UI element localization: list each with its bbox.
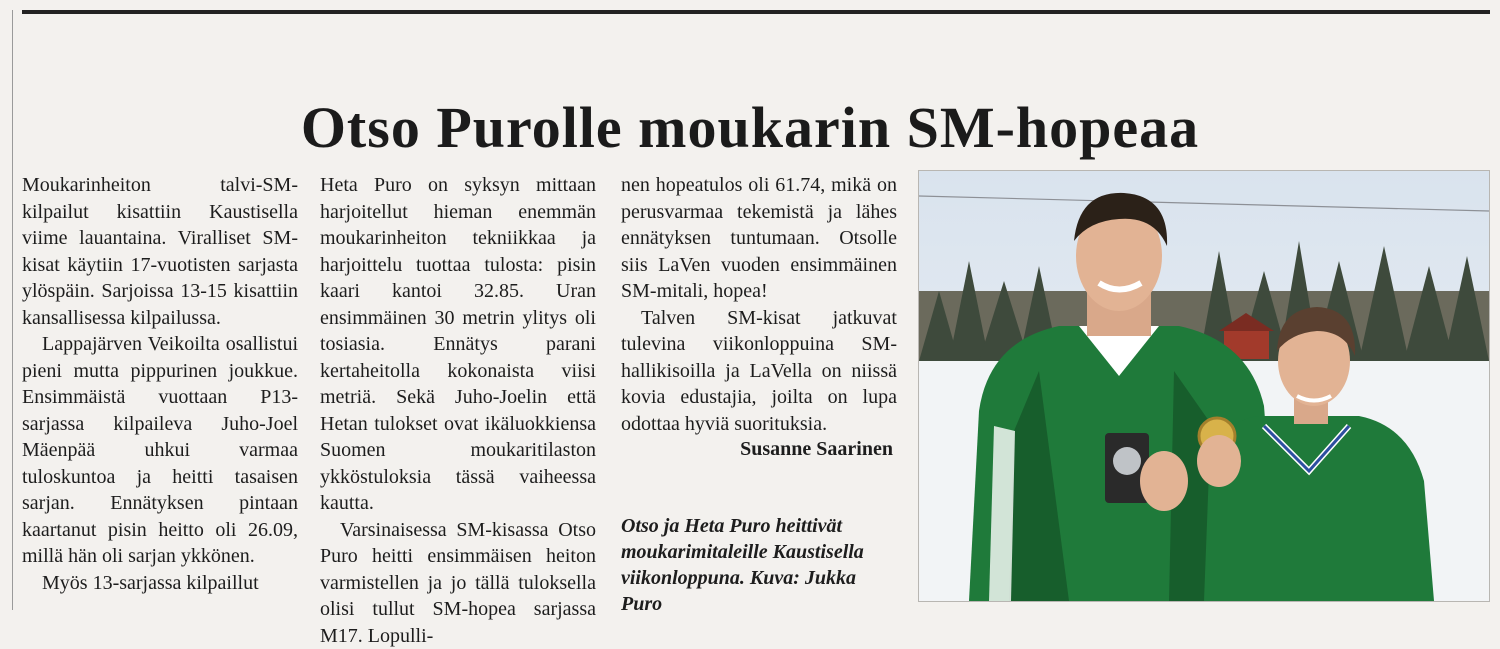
paragraph: Lappajärven Veikoilta osallistui pieni mutta pippurinen joukkue. Ensimmäistä vuottaan P13-sarjassa kilpaileva Juho-Joel Mäenpää uhkui varmaa tuloskuntoa ja heitti tasaisen sarjan. Ennätyksen pintaan kaartanut pisin heitto oli 26.09, millä hän oli sarjan ykkönen. <box>22 331 298 570</box>
photo-caption: Otso ja Heta Puro heittivät moukarimitaleille Kaustisella viikonloppuna. Kuva: Jukka Puro <box>621 513 897 617</box>
article-column-2 <box>320 172 596 649</box>
top-rule <box>22 10 1490 14</box>
paragraph: Talven SM-kisat jatkuvat tulevina viikonloppuina SM-hallikisoilla ja LaVella on niissä kovia edustajia, joilta on lupa odottaa hyviä suorituksia. <box>621 305 897 438</box>
paragraph: Heta Puro on syksyn mittaan harjoitellut hieman enemmän moukarinheiton tekniikkaa ja harjoittelu tuottaa tulosta: pisin kaari kantoi 32.85. Uran ensimmäinen 30 metrin ylitys oli tosiasia. Ennätys parani kertaheitolla kokonaista viisi metriä. Sekä Juho-Joelin että Hetan tulokset ovat ikäluokkiensa Suomen moukaritilaston ykköstuloksia tässä vaiheessa kautta. <box>320 172 596 517</box>
paragraph: Varsinaisessa SM-kisassa Otso Puro heitti ensimmäisen heiton varmistellen ja jo tällä tuloksella olisi tullut SM-hopea sarjassa M17. Lopulli- <box>320 517 596 649</box>
article-photo <box>918 170 1490 602</box>
paragraph: Moukarinheiton talvi-SM-kilpailut kisattiin Kaustisella viime lauantaina. Viralliset SM-kisat käytiin 17-vuotisten sarjasta ylöspäin. Sarjoissa 13-15 kisattiin kansallisessa kilpailussa. <box>22 172 298 331</box>
paragraph: nen hopeatulos oli 61.74, mikä on perusvarmaa tekemistä ja lähes ennätyksen tuntumaan. Otsolle siis LaVen vuoden ensimmäinen SM-mitali, hopea! <box>621 172 897 305</box>
paragraph: Myös 13-sarjassa kilpaillut <box>22 570 298 597</box>
athletes-photo-illustration <box>919 171 1489 601</box>
article-column-1 <box>22 172 298 596</box>
article-column-3 <box>621 172 897 437</box>
headline: Otso Purolle moukarin SM-hopeaa <box>0 94 1500 161</box>
byline: Susanne Saarinen <box>621 438 893 461</box>
